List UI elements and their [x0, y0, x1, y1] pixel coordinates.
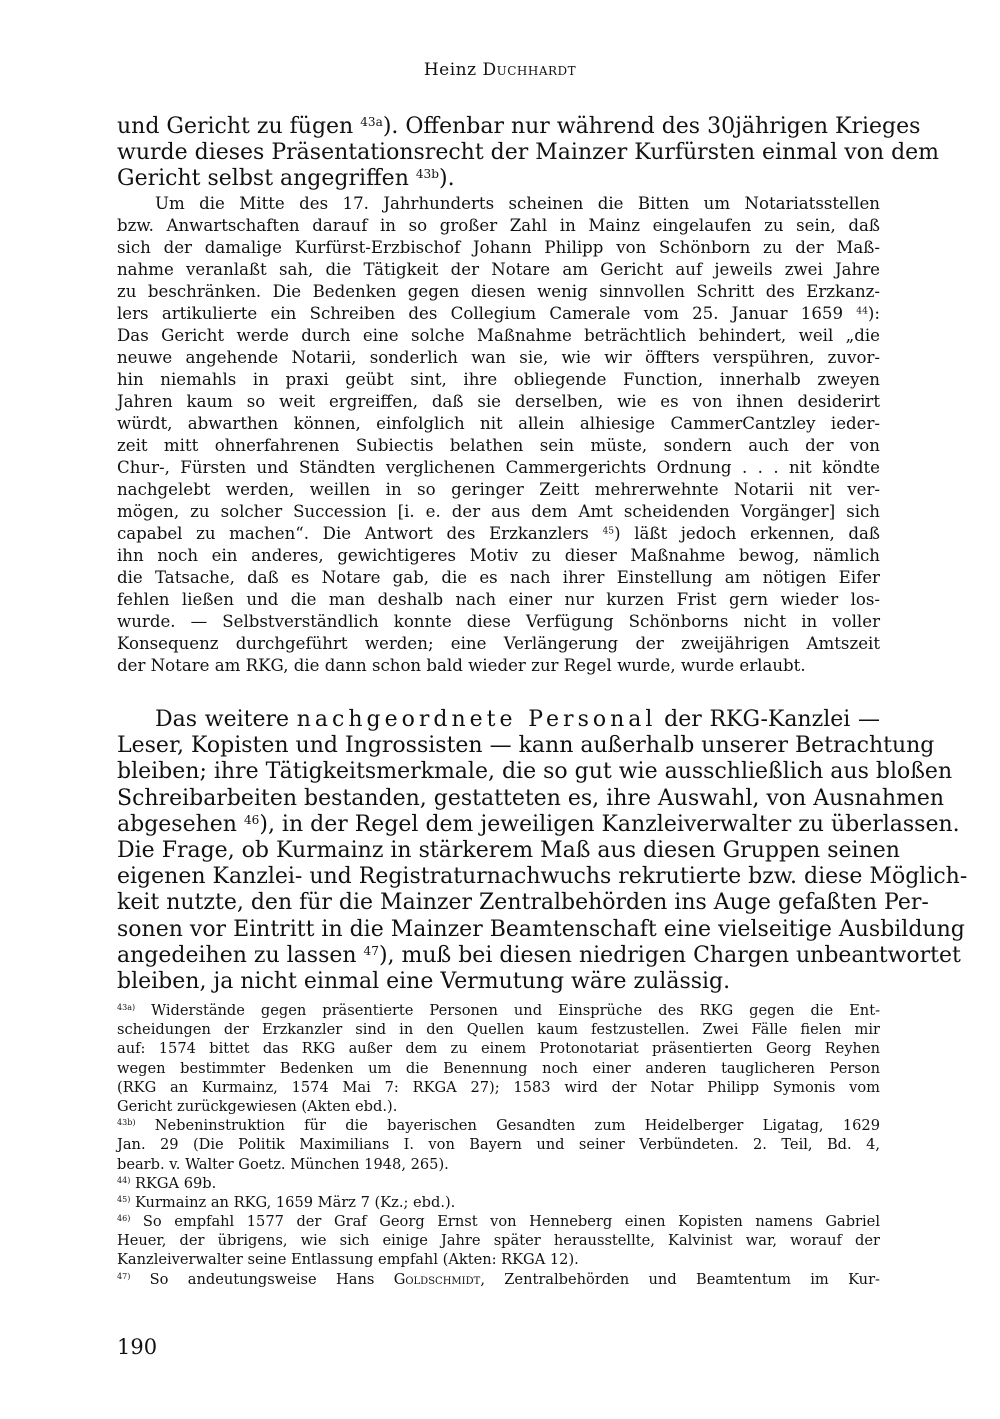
text-line: keit nutzte, den für die Mainzer Zentralbehörden ins Auge gefaßten Per- — [117, 890, 929, 916]
footnote-mark: 45) — [117, 1195, 131, 1205]
footnote-mark: 46) — [117, 1214, 131, 1224]
text-line: fehlen ließen und die man deshalb nach einer nur kurzen Frist gern wieder los- — [117, 590, 880, 609]
header-author-last: Duchhardt — [482, 60, 577, 80]
text-line: und Gericht zu fügen $^{43a}$). Offenbar nur während des 30jährigen Krieges — [117, 114, 921, 139]
text-line: eigenen Kanzlei- und Registraturnachwuchs rekrutierte bzw. diese Möglich- — [117, 864, 968, 890]
text-line: der Notare am RKG, die dann schon bald wieder zur Regel wurde, wurde erlaubt. — [117, 656, 806, 675]
text-line: Die Frage, ob Kurmainz in stärkerem Maß aus diesen Gruppen seinen — [117, 837, 900, 863]
text-line: mögen, zu solcher Succession [i. e. der aus dem Amt scheidenden Vorgänger] sich — [117, 502, 880, 521]
header-author-first: Heinz — [423, 60, 477, 80]
text-line: Gericht selbst angegriffen $^{43b}$). — [117, 166, 455, 192]
author-small-caps: Goldschmidt — [393, 1270, 481, 1288]
text-line: würdt, abwarthen können, einfolglich nit allein alhiesige CammerCantzley ieder- — [117, 414, 880, 433]
footnote-line: bearb. v. Walter Goetz. München 1948, 265). — [117, 1155, 449, 1173]
footnote-line: $^{45)}$ Kurmainz an RKG, 1659 März 7 (Kz.; ebd.). — [117, 1193, 456, 1211]
footnote-45 — [117, 1193, 880, 1212]
text-line: Um die Mitte des 17. Jahrhunderts scheinen die Bitten um Notariatsstellen — [155, 194, 880, 213]
footnote-line: wegen bestimmter Bedenken um die Benennung noch einer anderen tauglicheren Person — [117, 1059, 880, 1077]
paragraph-personnel — [117, 707, 968, 995]
paragraph-notaries — [117, 193, 880, 677]
text-line: hin niemahls in praxi geübt sint, ihre obliegende Function, innerhalb zweyen — [117, 370, 880, 389]
text-line: lers artikulierte ein Schreiben des Collegium Camerale vom 25. Januar 1659 $^{44}$): — [117, 304, 880, 323]
text-line: abgesehen $^{46}$), in der Regel dem jeweiligen Kanzleiverwalter zu überlassen. — [117, 811, 960, 837]
footnote-line: Heuer, der übrigens, wie sich einige Jahre später herausstellte, Kalvinist war, worauf der — [117, 1232, 880, 1250]
text-line: Das Gericht werde durch eine solche Maßnahme beträchtlich behindert, weil „die — [117, 326, 880, 345]
footnote-46 — [117, 1212, 880, 1270]
footnote-mark: 47) — [117, 1271, 131, 1281]
footnote-line: Jan. 29 (Die Politik Maximilians I. von Bayern und seiner Verbündeten. 2. Teil, Bd. 4, — [117, 1136, 880, 1154]
text-line: Jahren kaum so weit ergreiffen, daß sie derselben, wie es von ihnen desiderirt — [117, 392, 880, 411]
text-line: angedeihen zu lassen $^{47}$), muß bei diesen niedrigen Chargen unbeantwortet — [117, 942, 961, 968]
text-line: sonen vor Eintritt in die Mainzer Beamtenschaft eine vielseitige Ausbildung — [117, 916, 965, 942]
footnote-43b — [117, 1116, 880, 1174]
footnote-line: Kanzleiverwalter seine Entlassung empfahl (Akten: RKGA 12). — [117, 1251, 579, 1269]
footnote-line: $^{44)}$ RKGA 69b. — [117, 1174, 217, 1192]
footnote-mark: 43a) — [117, 1003, 136, 1013]
text-line: Chur-, Fürsten und Ständten verglichenen Cammergerichts Ordnung . . . nit köndte — [117, 458, 880, 477]
footnote-line: auf: 1574 bittet das RKG außer dem zu einem Protonotariat präsentierten Georg Reyhen — [117, 1040, 880, 1058]
text-line: bleiben; ihre Tätigkeitsmerkmale, die so gut wie ausschließlich aus bloßen — [117, 759, 953, 785]
footnote-mark: 44) — [117, 1175, 131, 1185]
footnote-line: $^{43a)}$ Widerstände gegen präsentierte Personen und Einsprüche des RKG gegen die Ent- — [117, 1002, 880, 1019]
text-line: zeit mitt ohnerfahrenen Subiectis belathen sein müste, sondern auch der von — [117, 436, 880, 455]
footnote-line: scheidungen der Erzkanzler sind in den Quellen kaum festzustellen. Zwei Fälle fielen mir — [117, 1021, 880, 1039]
text-line: nahme veranlaßt sah, die Tätigkeit der Notare am Gericht auf jeweils zwei Jahre — [117, 260, 880, 279]
footnote-line: Gericht zurückgewiesen (Akten ebd.). — [117, 1097, 398, 1115]
footnote-44 — [117, 1174, 880, 1193]
text-line: wurde dieses Präsentationsrecht der Mainzer Kurfürsten einmal von dem — [117, 140, 940, 166]
footnote-line: $^{43b)}$ Nebeninstruktion für die bayerischen Gesandten zum Heidelberger Ligatag, 1629 — [117, 1117, 880, 1135]
footnote-line: $^{47)}$ So andeutungsweise Hans Goldschmidt, Zentralbehörden und Beamtentum im Kur- — [117, 1270, 880, 1288]
text-line: Das weitere nachgeordnete Personal der RKG-Kanzlei — — [155, 707, 880, 732]
text-line: nachgelebt werden, weillen in so geringer Zeitt mehrerwehnte Notarii nit ver- — [117, 480, 880, 499]
paragraph-opening — [117, 114, 940, 193]
text-line: bzw. Anwartschaften darauf in so großer Zahl in Mainz eingelaufen zu sein, daß — [117, 216, 880, 235]
text-line: Schreibarbeiten bestanden, gestatteten es, ihre Auswahl, von Ausnahmen — [117, 785, 945, 811]
footnote-mark: 43b) — [117, 1118, 136, 1128]
text-line: zu beschränken. Die Bedenken gegen diesen wenig sinnvollen Schritt des Erzkanz- — [117, 282, 880, 301]
page-number: 190 — [117, 1335, 158, 1359]
text-line: bleiben, ja nicht einmal eine Vermutung wäre zulässig. — [117, 968, 731, 994]
footnotes — [117, 1001, 880, 1289]
running-header — [0, 60, 1000, 80]
text-line: Leser, Kopisten und Ingrossisten — kann außerhalb unserer Betrachtung — [117, 733, 935, 759]
text-line: neuwe angehende Notarii, sonderlich wan sie, wie wir öffters verspühren, zuvor- — [117, 348, 880, 367]
text-line: ihn noch ein anderes, gewichtigeres Motiv zu dieser Maßnahme bewog, nämlich — [117, 546, 880, 565]
text-line: Konsequenz durchgeführt werden; eine Verlängerung der zweijährigen Amtszeit — [117, 634, 880, 653]
spaced-emphasis: nachgeordnete Personal — [296, 707, 657, 732]
text-line: sich der damalige Kurfürst-Erzbischof Johann Philipp von Schönborn zu der Maß- — [117, 238, 880, 257]
footnote-line: (RKG an Kurmainz, 1574 Mai 7: RKGA 27); 1583 wird der Notar Philipp Symonis vom — [117, 1078, 880, 1096]
text-line: wurde. — Selbstverständlich konnte diese Verfügung Schönborns nicht in voller — [117, 612, 880, 631]
text-line: capabel zu machen“. Die Antwort des Erzkanzlers $^{45}$) läßt jedoch erkennen, daß — [117, 524, 880, 543]
footnote-line: $^{46)}$ So empfahl 1577 der Graf Georg Ernst von Henneberg einen Kopisten namens Gabriel — [117, 1213, 880, 1231]
text-line: die Tatsache, daß es Notare gab, die es nach ihrer Einstellung am nötigen Eifer — [117, 568, 880, 587]
footnote-47 — [117, 1270, 880, 1289]
footnote-43a — [117, 1001, 880, 1116]
